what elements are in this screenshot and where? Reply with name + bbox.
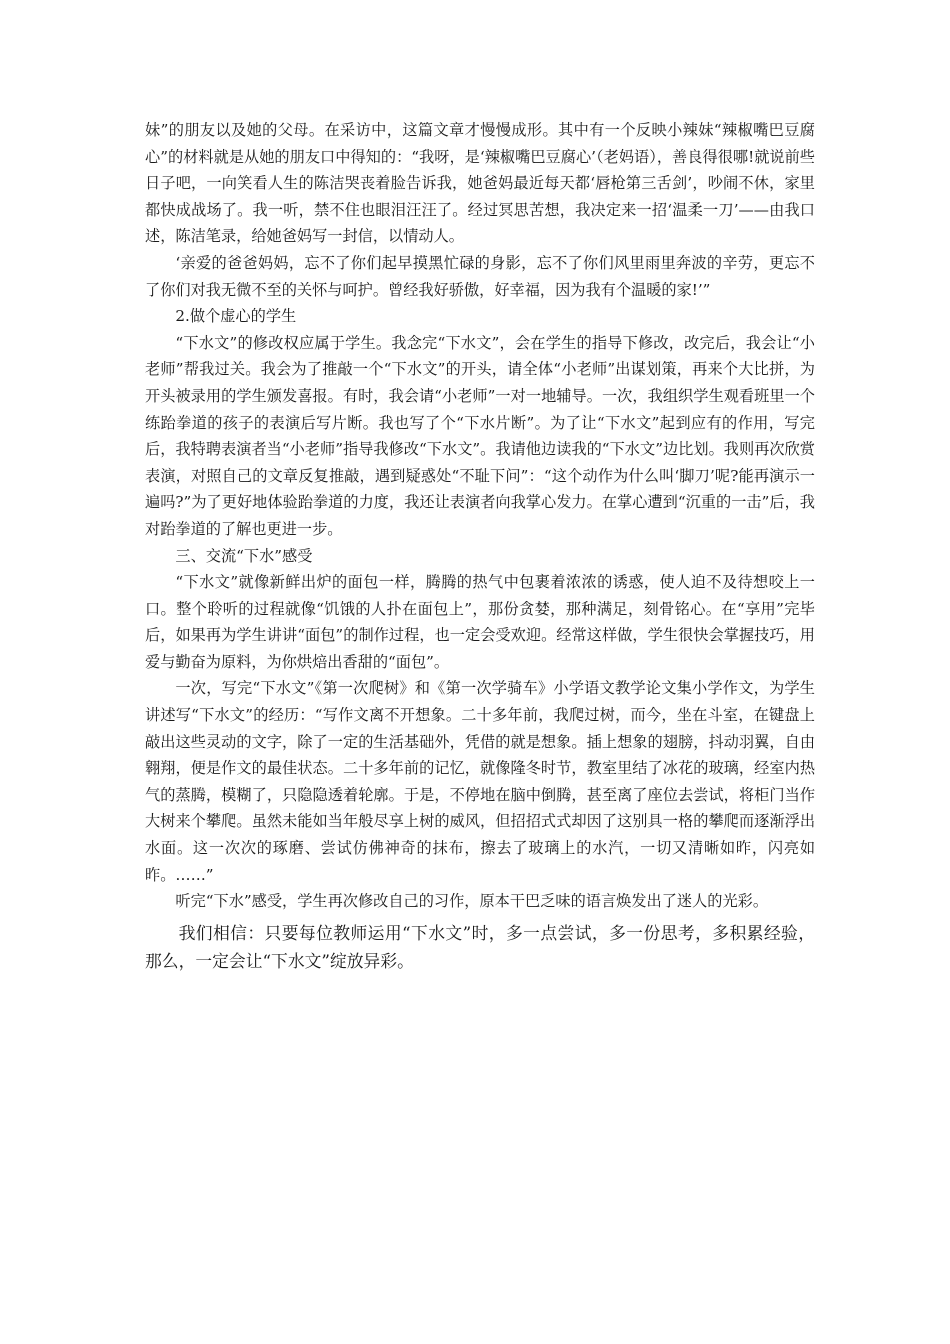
paragraph-letter: ‘亲爱的爸爸妈妈，忘不了你们起早摸黑忙碌的身影，忘不了你们风里雨里奔波的辛劳，更忘不了你们对我无微不至的关怀与呵护。曾经我好骄傲，好幸福，因为我有个温暖的家!’” bbox=[145, 253, 815, 299]
paragraph-writing-experience: 一次，写完“下水文”《第一次爬树》和《第一次学骑车》小学语文教学论文集小学作文，为学生讲述写“下水文”的经历：“写作文离不开想象。二十多年前，我爬过树，而今，坐在斗室，在键盘上敲出这些灵动的文字，除了一定的生活基础外，凭借的就是想象。插上想象的翅膀，抖动羽翼，自由翱翔，便是作文的最佳状态。二十多年前的记忆，就像隆冬时节，教室里结了冰花的玻璃，经室内热气的蒸腾，模糊了，只隐隐透着轮廓。于是，不停地在脑中倒腾，甚至离了座位去尝试，将柜门当作大树来个攀爬。虽然未能如当年般尽享上树的威风，但招招式式却因了这别具一格的攀爬而逐渐浮出水面。这一次次的琢磨、尝试仿佛神奇的抹布，擦去了玻璃上的水汽，一切又清晰如昨，闪亮如昨。……” bbox=[145, 679, 815, 884]
paragraph-interview: 妹”的朋友以及她的父母。在采访中，这篇文章才慢慢成形。其中有一个反映小辣妹“辣椒嘴巴豆腐心”的材料就是从她的朋友口中得知的：“我呀，是‘辣椒嘴巴豆腐心’（老妈语），善良得很哪!就说前些日子吧，一向笑看人生的陈洁哭丧着脸告诉我，她爸妈最近每天都‘唇枪第三舌剑’，吵闹不休，家里都快成战场了。我一听，禁不住也眼泪汪汪了。经过冥思苦想，我决定来一招‘温柔一刀’——由我口述，陈洁笔录，给她爸妈写一封信，以情动人。 bbox=[145, 121, 815, 246]
section-heading-share-feelings: 三、交流“下水”感受 bbox=[175, 546, 313, 565]
paragraph-revision-result: 听完“下水”感受，学生再次修改自己的习作，原本干巴乏味的语言焕发出了迷人的光彩。 bbox=[175, 892, 769, 911]
document-body bbox=[145, 117, 815, 975]
paragraph-revision-rights: “下水文”的修改权应属于学生。我念完“下水文”，会在学生的指导下修改，改完后，我会让“小老师”帮我过关。我会为了推敲一个“下水文”的开头，请全体“小老师”出谋划策，再来个大比拼，为开头被录用的学生颁发喜报。有时，我会请“小老师”一对一地辅导。一次，我组织学生观看班里一个练跆拳道的孩子的表演后写片断。我也写了个“下水片断”。为了让“下水文”起到应有的作用，写完后，我特聘表演者当“小老师”指导我修改“下水文”。我请他边读我的“下水文”边比划。我则再次欣赏表演，对照自己的文章反复推敲，遇到疑惑处“不耻下问”：“这个动作为什么叫‘脚刀’呢?能再演示一遍吗?”为了更好地体验跆拳道的力度，我还让表演者向我掌心发力。在掌心遭到“沉重的一击”后，我对跆拳道的了解也更进一步。 bbox=[145, 333, 815, 538]
section-heading-humble-student: 2.做个虚心的学生 bbox=[175, 307, 297, 326]
paragraph-bread-metaphor: “下水文”就像新鲜出炉的面包一样，腾腾的热气中包裹着浓浓的诱惑，使人迫不及待想咬上一口。整个聆听的过程就像“饥饿的人扑在面包上”，那份贪婪，那种满足，刻骨铭心。在“享用”完毕后，如果再为学生讲讲“面包”的制作过程，也一定会受欢迎。经常这样做，学生很快会掌握技巧，用爱与勤奋为原料，为你烘焙出香甜的“面包”。 bbox=[145, 573, 815, 671]
paragraph-conclusion: 我们相信：只要每位教师运用“下水文”时，多一点尝试，多一份思考，多积累经验，那么，一定会让“下水文”绽放异彩。 bbox=[145, 922, 815, 971]
